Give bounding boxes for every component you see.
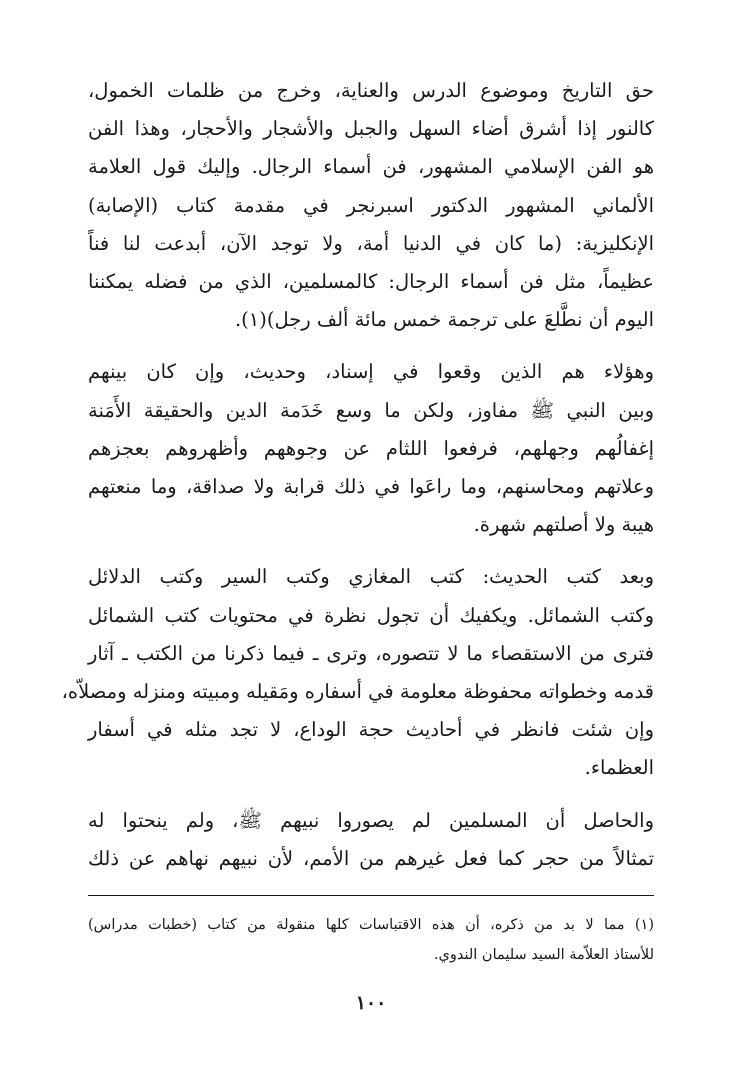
text-line: كالنور إذا أشرق أضاء السهل والجبل والأشجار والأحجار، وهذا الفن	[88, 117, 654, 141]
text-line: حق التاريخ وموضوع الدرس والعناية، وخرج من ظلمات الخمول،	[88, 79, 654, 102]
text-line: اليوم أن نطَّلعَ على ترجمة خمس مائة ألف رجل)(١).	[234, 308, 654, 332]
footnote-line: للأستاذ العلاّمة السيد سليمان الندوي.	[433, 947, 654, 963]
text-line: قدمه وخطواته محفوظة معلومة في أسفاره ومَقيله ومبيته ومنزله ومصلاّه،	[61, 680, 654, 704]
paragraph	[88, 353, 654, 544]
text-line: وبعد كتب الحديث: كتب المغازي وكتب السير وكتب الدلائل	[88, 565, 654, 589]
footnote-line: (١) مما لا بد من ذكره، أن هذه الاقتباسات كلها منقولة من كتاب (خطبات مدراس)	[88, 917, 654, 933]
text-line: عظيماً، مثل فن أسماء الرجال: كالمسلمين، الذي من فضله يمكننا	[88, 270, 654, 294]
text-line: وبين النبي ﷺ مفاوز، ولكن ما وسع خَدَمة الدين والحقيقة الأَمَنة	[88, 398, 654, 422]
text-line: وكتب الشمائل. ويكفيك أن تجول نظرة في محتويات كتب الشمائل	[88, 603, 654, 627]
text-line: هو الفن الإسلامي المشهور، فن أسماء الرجال. وإليك قول العلامة	[88, 155, 654, 179]
text-line: العظماء.	[584, 756, 654, 780]
text-line: وهؤلاء هم الذين وقعوا في إسناد، وحديث، وإن كان بينهم	[88, 360, 654, 384]
text-line: والحاصل أن المسلمين لم يصوروا نبيهم ﷺ، ولم ينحتوا له	[88, 808, 654, 832]
text-line: هيبة ولا أصلتهم شهرة.	[473, 513, 654, 537]
text-line: وعلاتهم ومحاسنهم، وما راعَوا في ذلك قرابة ولا صداقة، وما منعتهم	[88, 475, 654, 499]
text-line: فترى من الاستقصاء ما لا تتصوره، وترى ـ فيما ذكرنا من الكتب ـ آثار	[88, 641, 654, 665]
paragraph	[88, 802, 654, 878]
text-line: إغفالُهم وجهلهم، فرفعوا اللثام عن وجوههم وأظهروهم بعجزهم	[88, 436, 654, 460]
paragraph	[88, 72, 654, 339]
page-body	[61, 72, 655, 1066]
text-line: الألماني المشهور الدكتور اسبرنجر في مقدمة كتاب (الإصابة)	[88, 193, 654, 217]
text-line: الإنكليزية: (ما كان في الدنيا أمة، ولا توجد الآن، أبدعت لنا فناً	[88, 231, 654, 255]
text-line: تمثالاً من حجر كما فعل غيرهم من الأمم، لأن نبيهم نهاهم عن ذلك	[88, 846, 654, 870]
page-number: ١٠٠	[355, 992, 387, 1014]
footnote-divider	[88, 895, 654, 896]
paragraph	[61, 558, 655, 787]
text-line: وإن شئت فانظر في أحاديث حجة الوداع، لا تجد مثله في أسفار	[88, 718, 655, 742]
footnote	[88, 910, 654, 970]
